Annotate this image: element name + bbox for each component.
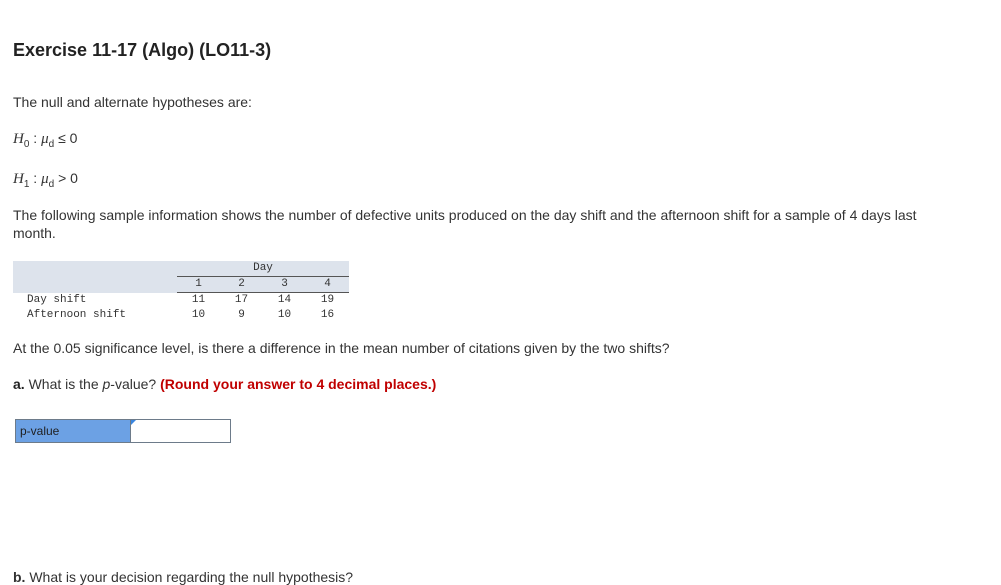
null-hypothesis: $H_0$ : $\mu_d \le 0$	[13, 130, 78, 150]
table-columns-row	[13, 277, 349, 293]
table-cell: 14	[277, 294, 292, 306]
exercise-title: Exercise 11-17 (Algo) (LO11-3)	[13, 40, 272, 60]
alternate-hypothesis: $H_1$ : $\mu_d > 0$	[13, 170, 78, 190]
main-question: At the 0.05 significance level, is there a difference in the mean number of citations given by the two shifts?	[13, 340, 670, 356]
part-a-question: a. What is the p-value? (Round your answer to 4 decimal places.)	[13, 376, 437, 392]
day-header: Day	[177, 261, 349, 277]
table-header-row	[13, 261, 349, 277]
table-cell: 19	[320, 294, 335, 306]
defects-table	[13, 261, 349, 323]
row-label: Afternoon shift	[27, 309, 127, 321]
column-header: 3	[263, 277, 306, 293]
table-cell: 10	[277, 309, 292, 321]
p-value-label: p-value	[16, 420, 130, 442]
table-row	[13, 293, 349, 309]
table-cell: 10	[191, 309, 206, 321]
row-label: Day shift	[27, 293, 87, 306]
column-header: 2	[220, 277, 263, 293]
part-b-question: b. What is your decision regarding the null hypothesis?	[13, 569, 354, 585]
table-cell: 17	[234, 294, 249, 306]
intro-text: The null and alternate hypotheses are:	[13, 94, 252, 110]
p-value-input[interactable]	[130, 420, 230, 442]
table-row	[13, 308, 349, 323]
input-corner-marker-icon	[131, 420, 136, 425]
sample-info-text: The following sample information shows the number of defective units produced on the day shift and the afternoon shift for a sample of 4 days last month.	[13, 207, 917, 241]
column-header: 4	[306, 277, 349, 293]
table-cell: 11	[191, 294, 206, 306]
column-header: 1	[177, 277, 220, 293]
p-value-answer-row	[15, 419, 231, 443]
table-cell: 9	[238, 309, 245, 321]
table-cell: 16	[320, 309, 335, 321]
